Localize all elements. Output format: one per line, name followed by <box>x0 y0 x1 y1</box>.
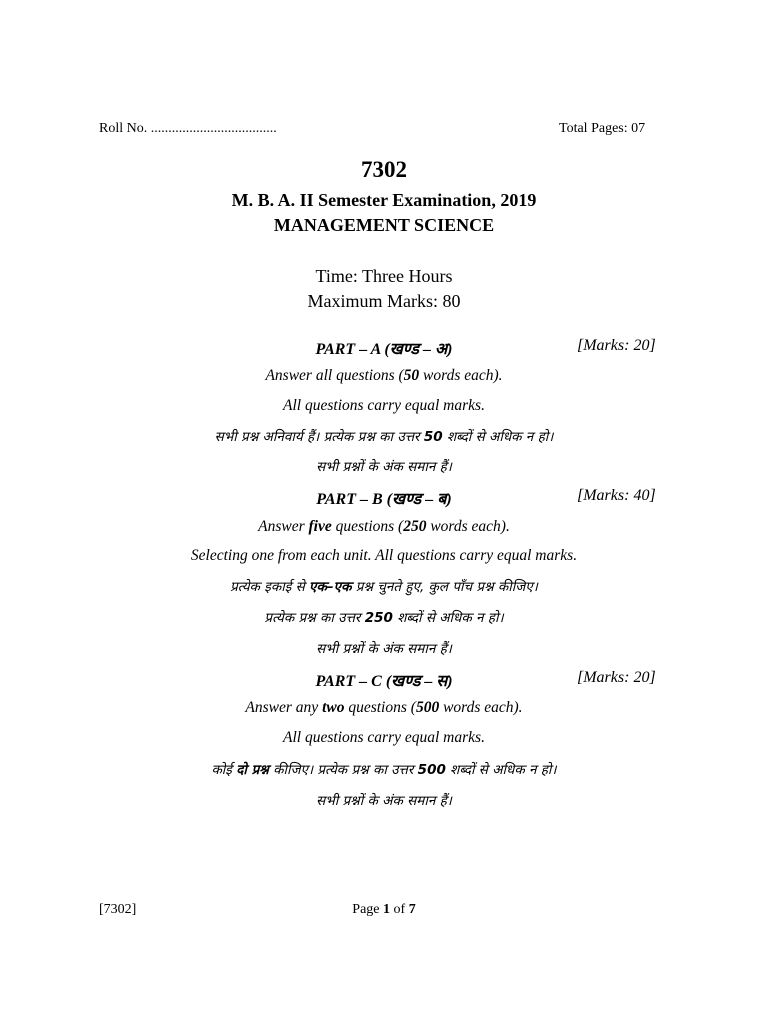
part-b-title: PART – B (खण्ड – ब) <box>316 491 452 508</box>
part-c-hindi-1: कोई दो प्रश्न कीजिए। प्रत्येक प्रश्न का उत्तर 500 शब्दों से अधिक न हो। <box>211 762 557 778</box>
paper-code: 7302 <box>361 157 407 182</box>
footer-paper-code: [7302] <box>99 902 137 917</box>
maximum-marks: Maximum Marks: 80 <box>307 291 461 311</box>
page-number: Page 1 of 7 <box>352 902 416 917</box>
part-c-marks: [Marks: 20] <box>577 669 656 686</box>
part-a-title: PART – A (खण्ड – अ) <box>315 341 453 358</box>
total-pages: Total Pages: 07 <box>559 121 646 136</box>
part-b-instruction-2: Selecting one from each unit. All questions carry equal marks. <box>190 547 578 564</box>
part-c-instruction-2: All questions carry equal marks. <box>283 729 485 746</box>
part-b-hindi-2: प्रत्येक प्रश्न का उत्तर 250 शब्दों से अधिक न हो। <box>264 610 504 626</box>
part-c-title: PART – C (खण्ड – स) <box>315 673 453 690</box>
part-b-marks: [Marks: 40] <box>577 487 656 504</box>
part-a-hindi-2: सभी प्रश्नों के अंक समान हैं। <box>316 459 452 475</box>
subject-title: MANAGEMENT SCIENCE <box>273 215 495 235</box>
time-allowed: Time: Three Hours <box>315 266 453 286</box>
roll-number: Roll No. .................................... <box>99 121 277 136</box>
part-a-instruction-2: All questions carry equal marks. <box>283 397 485 414</box>
part-a-hindi-1: सभी प्रश्न अनिवार्य हैं। प्रत्येक प्रश्न का उत्तर 50 शब्दों से अधिक न हो। <box>214 429 554 445</box>
part-c-hindi-2: सभी प्रश्नों के अंक समान हैं। <box>316 793 452 809</box>
part-a-instruction-1: Answer all questions (50 words each). <box>265 367 503 384</box>
part-b-instruction-1: Answer five questions (250 words each). <box>258 518 510 535</box>
part-b-hindi-3: सभी प्रश्नों के अंक समान हैं। <box>316 641 452 657</box>
exam-title: M. B. A. II Semester Examination, 2019 <box>231 190 537 210</box>
part-b-hindi-1: प्रत्येक इकाई से एक–एक प्रश्न चुनते हुए, कुल पाँच प्रश्न कीजिए। <box>230 579 538 595</box>
part-c-instruction-1: Answer any two questions (500 words each). <box>245 699 523 716</box>
part-a-marks: [Marks: 20] <box>577 337 656 354</box>
